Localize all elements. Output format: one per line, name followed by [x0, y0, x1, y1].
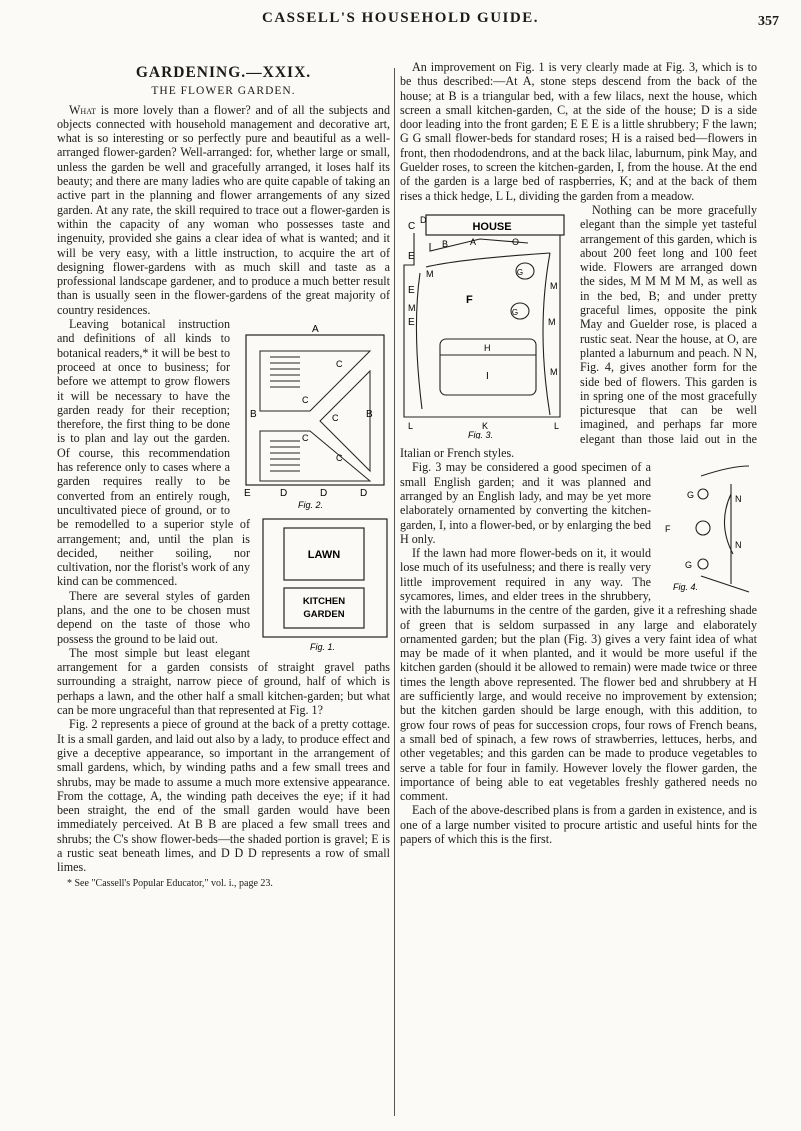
fig3-label-i: I — [486, 370, 489, 382]
fig4-label-n-2: N — [735, 540, 742, 551]
fig1-kitchen-plot — [284, 588, 364, 628]
fig3-label-l-1: L — [408, 420, 414, 431]
figure-2-diagram — [240, 321, 390, 511]
fig3-label-g-2: G — [511, 307, 519, 317]
fig3-label-b: B — [442, 238, 449, 249]
column-divider — [394, 68, 395, 1116]
fig2-caption: Fig. 2. — [298, 500, 324, 511]
fig1-label-lawn: LAWN — [307, 549, 341, 562]
fig3-label-h: H — [484, 342, 491, 353]
fig2-label-b-right: B — [366, 409, 373, 421]
paragraph-10: Each of the above-described plans is from a garden in existence, and is one of a large number visited to procure artistic and useful hints for the papers of which this is the first. — [400, 803, 757, 847]
fig3-label-house: HOUSE — [472, 220, 512, 233]
fig3-label-k: K — [482, 420, 489, 431]
fig3-label-m-3: M — [550, 280, 558, 291]
fig2-label-d-2: D — [320, 488, 328, 500]
paragraph-6: An improvement on Fig. 1 is very clearly made at Fig. 3, which is to be thus described:—At A, stone steps descend from the back of the house; at B is a triangular bed, with a few lilacs, next the house, which screen a small kitchen-garden, C, at the side of the house; D is a side door leading into the front garden; E E E is a little shrubbery; F the lawn; G G small flower-beds for standard roses; H is a raised bed—flowers in front, then rhododendrons, and at the back lilac, laburnum, pink May, and Guelder roses, to screen the kitchen-garden, I, from the house. At the end of the garden is a large bed of raspberries, K; and at the back of them rises a thick hedge, L L, dividing the garden from a meadow. — [400, 60, 757, 203]
fig1-label-kitchen: KITCHEN — [302, 596, 346, 608]
fig3-label-m-2: M — [408, 302, 416, 313]
right-column — [400, 60, 757, 1120]
paragraph-1: What is more lovely than a flower? and of all the subjects and objects connected with household management and decorative art, what is so interesting or so perfectly pure and beautiful as a well-arranged flower-garden? Well-arranged: for, whether large or small, unless the garden be well and gracefully arranged, it loses half its beauty; and there are many ladies who are quite capable of taking an active part in the planning and flower arrangements of any sized garden. At any rate, the skill required to trace out a flower-garden is within the capacity of any woman who possesses taste and ingenuity, provided she gains a clear idea of what is wanted; and it will be very easy, with a little instruction, to acquire the art of designing flower-gardens with as much skill and taste as a professional landscape gardener, and to produce a much better result than is usually seen in the flower-gardens of the great majority of country residences. — [57, 102, 390, 317]
article-title: GARDENING.—XXIX. — [135, 64, 312, 81]
paragraph-9: If the lawn had more flower-beds on it, it would lose much of its usefulness; and there is really very little improvement required in any way. The sycamores, limes, and elder trees in the shrubbery, with the laburnums in the centre of the garden, give it a refreshing shade of green that is seldom surpassed in any large and elaborately ornamented garden; but the plan (Fig. 3) gives a very faint idea of what may be made of it when planted, and it would be more useful if the kitchen garden (should it be allowed to remain) were made twice or three times the length above represented. The flower bed and shrubbery at H are sufficiently large, and would receive no improvement by extension; but the kitchen garden should be large enough, with this addition, to grow four rows of peas for succession crops, four rows of French beans, a small bed of spinach, a few rows of strawberries, lettuces, herbs, and other vegetables; and this garden can be made to produce vegetables to serve a table for four in family. However lovely the flower garden, the importance of being able to eat vegetables freshly gathered needs no comment. — [400, 546, 757, 804]
footnote: * See "Cassell's Popular Educator," vol. i., page 23. — [67, 877, 273, 889]
page-number: 357 — [758, 14, 779, 29]
fig3-label-m-5: M — [550, 366, 558, 377]
fig2-label-c-1: C — [336, 359, 343, 370]
paragraph-4: The most simple but least elegant arrangement for a garden consists of straight gravel paths surrounding a straight, narrow piece of ground, half of which is perhaps a lawn, and the other half a small kitchen-garden; but what can be more ungraceful than that represented at Fig. 1? — [57, 645, 390, 718]
paragraph-2: Leaving botanical instruction and definitions of all kinds to botanical readers,* it will be best to proceed at once to business; for before we attempt to grow flowers it will be necessary to have the garden ready for their reception; therefore, the first thing to be done is to plan and lay out the garden. Of course, this recommendation has reference only to cases where a garden requires really to be converted from an entirely rough, uncultivated piece of ground, or to be remodelled to a superior style of arrangement; and, until the plan is decided, neither soiling, nor cultivation, nor the florist's work of any kind can be commenced. — [57, 317, 250, 589]
fig2-label-d-1: D — [280, 488, 288, 500]
fig4-label-f: F — [665, 524, 671, 535]
drop-word: What — [69, 102, 96, 117]
fig2-label-c-5: C — [336, 453, 343, 464]
fig3-label-l-2: L — [554, 420, 560, 431]
fig2-label-a: A — [312, 324, 319, 336]
fig3-label-m-1: M — [426, 268, 434, 279]
fig3-label-c: C — [408, 220, 416, 232]
paragraph-8: Fig. 3 may be considered a good specimen of a small English garden; and it was planned and arranged by an English lady, and may be yet more elaborately ornamented by converting the kitchen-garden, I, into a flower-bed, or by enlarging the bed H only. — [400, 460, 651, 546]
fig3-caption: Fig. 3. — [468, 429, 494, 439]
paragraph-7: Nothing can be more gracefully elegant than the simple yet tasteful arrangement of this garden, which is about 200 feet long and 100 feet wide. Flowers are arranged down the sides, M M M M M, as well as in the bed, B; and under pretty graceful limes, opposite the pink May and Guelder rose, is placed a rustic seat. Near the house, at O, are planted a laburnum and peach. N N, Fig. 4, gives another form for the side bed of flowers. This garden is in spring one of the most gracefully picturesque that can be well imagined, and perhaps far more elegant than those laid out in the Italian or French styles. — [400, 202, 757, 461]
fig3-label-e-3: E — [408, 316, 415, 328]
figure-1 — [260, 516, 390, 659]
fig2-label-c-2: C — [302, 395, 309, 406]
fig2-label-d-3: D — [360, 488, 368, 500]
fig2-label-e: E — [244, 488, 251, 500]
fig2-label-b-left: B — [250, 409, 257, 421]
fig3-label-e-2: E — [408, 284, 415, 296]
left-column — [57, 60, 390, 1120]
fig4-label-g-1: G — [687, 490, 695, 501]
fig3-label-f: F — [466, 293, 473, 306]
fig3-label-g-1: G — [516, 267, 524, 277]
fig3-label-o: O — [512, 236, 520, 247]
fig2-label-c-3: C — [332, 413, 339, 424]
running-title: CASSELL'S HOUSEHOLD GUIDE. — [262, 10, 539, 26]
fig4-label-g-2: G — [685, 560, 693, 571]
fig3-label-m-4: M — [548, 316, 556, 327]
figure-2 — [240, 321, 390, 514]
fig4-caption: Fig. 4. — [673, 582, 699, 593]
fig3-label-d: D — [420, 214, 427, 225]
paragraph-3: There are several styles of garden plans, and the one to be chosen must depend on the taste of those who possess the ground to be laid out. — [57, 588, 250, 646]
figure-4-diagram — [661, 464, 757, 594]
figure-1-diagram — [260, 516, 390, 656]
figure-3 — [400, 209, 570, 442]
fig1-label-garden: GARDEN — [303, 609, 345, 621]
fig3-label-a: A — [470, 236, 477, 247]
paragraph-5: Fig. 2 represents a piece of ground at the back of a pretty cottage. It is a small garden, and laid out also by a lady, to produce effect and give a deceptive appearance, so important in the arrangement of small gardens, which, by winding paths and a few small trees and shrubs, may be made to assume a much more extensive appearance. From the cottage, A, the winding path deceives the eye; if it had been straight, the end of the small garden would have been immediately perceived. At B B are placed a few small trees and shrubs; the C's show flower-beds—the shaded portion is gravel; E is a rustic seat beneath limes, and D D D represents a row of small limes. — [57, 717, 390, 875]
fig3-label-e-1: E — [408, 250, 415, 262]
figure-3-diagram — [400, 209, 570, 439]
article-subtitle: THE FLOWER GARDEN. — [151, 85, 296, 98]
fig2-label-c-4: C — [302, 433, 309, 444]
fig1-caption: Fig. 1. — [310, 642, 336, 653]
fig4-label-n-1: N — [735, 494, 742, 505]
figure-4 — [661, 464, 757, 597]
